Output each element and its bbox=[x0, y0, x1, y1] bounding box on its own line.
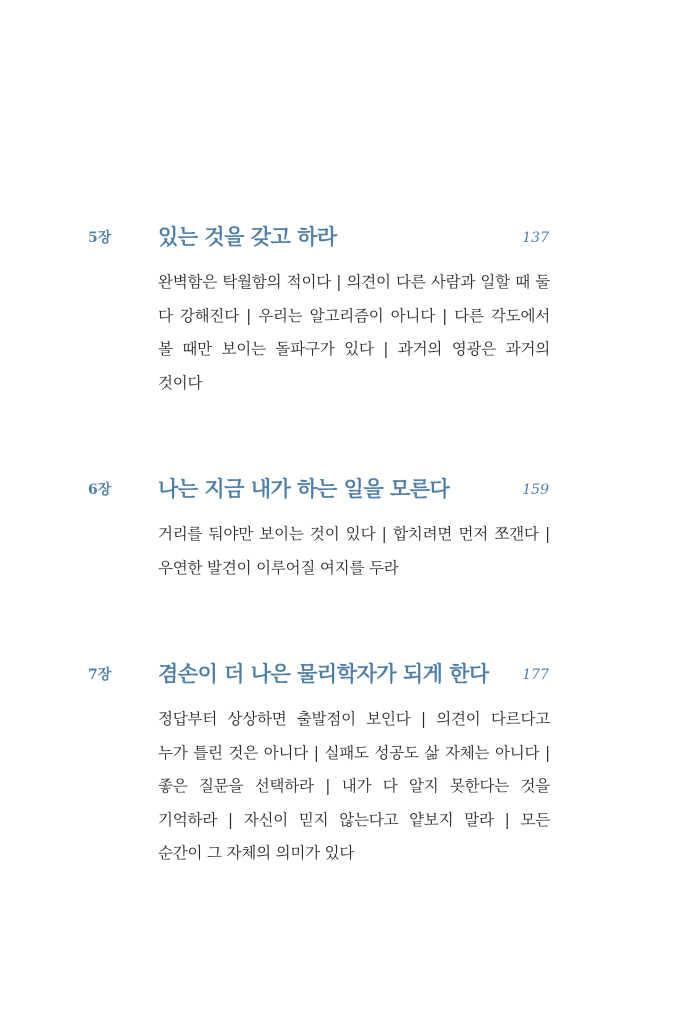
chapter-title: 겸손이 더 나은 물리학자가 되게 한다 bbox=[158, 661, 489, 686]
chapter-label: 6장 bbox=[88, 482, 112, 498]
chapter-page-number: 177 bbox=[522, 667, 549, 683]
chapter-title: 나는 지금 내가 하는 일을 모른다 bbox=[158, 476, 450, 501]
chapter-page-number: 159 bbox=[522, 482, 549, 498]
chapter-description: 정답부터 상상하면 출발점이 보인다 | 의견이 다르다고 누가 틀린 것은 아니다 | 실패도 성공도 삶 자체는 아니다 | 좋은 질문을 선택하라 | 내가 다 알지 못한다는 것을 기억하라 | 자신이 믿지 않는다고 얕보지 말라 | 모든 순간이 그 자체의 의미가 있다 bbox=[158, 710, 550, 862]
chapter-description: 완벽함은 탁월함의 적이다 | 의견이 다른 사람과 일할 때 둘 다 강해진다 | 우리는 알고리즘이 아니다 | 다른 각도에서 볼 때만 보이는 돌파구가 있다 | 과거의 영광은 과거의 것이다 bbox=[158, 273, 550, 392]
chapter-label: 7장 bbox=[88, 667, 112, 683]
chapter-page-number: 137 bbox=[522, 230, 549, 246]
chapter-title: 있는 것을 갖고 하라 bbox=[158, 224, 337, 249]
chapter-description: 거리를 둬야만 보이는 것이 있다 | 합치려면 먼저 쪼갠다 | 우연한 발견이 이루어질 여지를 두라 bbox=[158, 525, 550, 577]
chapter-label: 5장 bbox=[88, 230, 112, 246]
